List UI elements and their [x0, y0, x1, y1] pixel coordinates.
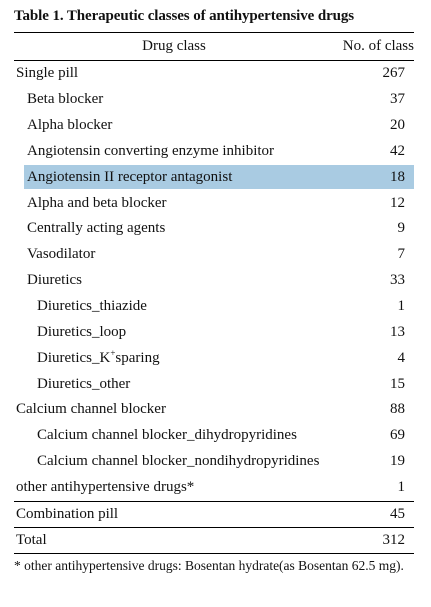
table-footnote: * other antihypertensive drugs: Bosentan hydrate(as Bosentan 62.5 mg).: [14, 558, 404, 573]
row-value: 13: [390, 324, 405, 340]
row-label: Diuretics: [27, 272, 82, 288]
column-header-count: No. of class: [342, 38, 414, 54]
row-label: Diuretics_other: [37, 376, 131, 392]
table-row-total: [14, 528, 414, 553]
row-value: 15: [390, 376, 405, 392]
row-value: 18: [390, 169, 405, 185]
row-label-part: Diuretics_K: [37, 350, 111, 366]
row-label: Calcium channel blocker_dihydropyridines: [37, 427, 297, 443]
row-label: Alpha and beta blocker: [27, 195, 167, 211]
row-value: 20: [390, 117, 405, 133]
superscript-plus: +: [110, 348, 116, 358]
row-value: 69: [390, 427, 405, 443]
row-label: Angiotensin converting enzyme inhibitor: [27, 143, 275, 159]
row-value: 4: [397, 350, 405, 366]
table-row-calcium-channel-blocker: [14, 397, 414, 422]
row-value: 45: [390, 506, 405, 522]
row-value: 1: [397, 479, 405, 495]
bottom-rule: [14, 553, 414, 554]
table-row-ccb-dihydropyridines: [14, 423, 414, 448]
row-label: Centrally acting agents: [27, 220, 166, 236]
table-row-diuretics: [14, 268, 414, 293]
row-value: 19: [390, 453, 405, 469]
row-value: 88: [390, 401, 405, 417]
row-label: Diuretics_thiazide: [37, 298, 147, 314]
table-row-arb-highlighted[interactable]: [14, 165, 414, 190]
table-row-alpha-beta-blocker: [14, 191, 414, 216]
row-value: 7: [397, 246, 405, 262]
table-row-diuretics-thiazide: [14, 294, 414, 319]
row-label: Calcium channel blocker: [16, 401, 166, 417]
row-value: 12: [390, 195, 405, 211]
row-label: Beta blocker: [27, 91, 104, 107]
table-row-diuretics-k-sparing: [14, 346, 414, 371]
row-label-part: sparing: [115, 350, 160, 366]
row-label: Vasodilator: [27, 246, 96, 262]
row-label: Calcium channel blocker_nondihydropyridines: [37, 453, 320, 469]
row-value: 1: [397, 298, 405, 314]
row-label: Combination pill: [16, 506, 119, 522]
top-rule: [14, 32, 414, 33]
table-row-diuretics-loop: [14, 320, 414, 345]
table-row-vasodilator: [14, 242, 414, 267]
row-label: other antihypertensive drugs*: [16, 479, 195, 495]
table-row-ace-inhibitor: [14, 139, 414, 164]
table-row-diuretics-other: [14, 372, 414, 397]
table-row-beta-blocker: [14, 87, 414, 112]
row-label: [37, 350, 160, 367]
row-value: 33: [390, 272, 405, 288]
header-row: [14, 34, 414, 59]
row-label: Alpha blocker: [27, 117, 113, 133]
row-label: Single pill: [16, 65, 79, 81]
table-row-combination-pill: [14, 502, 414, 527]
row-label: Angiotensin II receptor antagonist: [27, 169, 233, 185]
row-value: 9: [397, 220, 405, 236]
column-header-drug-class: Drug class: [142, 38, 206, 54]
table-row-other-antihypertensive: [14, 475, 414, 500]
table-row-centrally-acting: [14, 216, 414, 241]
row-value: 37: [390, 91, 405, 107]
row-value: 42: [390, 143, 405, 159]
row-value: 267: [382, 65, 405, 81]
row-label: Total: [16, 532, 47, 548]
table-row-single-pill: [14, 61, 414, 86]
table-row-ccb-nondihydropyridines: [14, 449, 414, 474]
table-row-alpha-blocker: [14, 113, 414, 138]
table-title: Table 1. Therapeutic classes of antihypertensive drugs: [14, 8, 355, 24]
row-value: 312: [382, 532, 405, 548]
row-label: Diuretics_loop: [37, 324, 127, 340]
